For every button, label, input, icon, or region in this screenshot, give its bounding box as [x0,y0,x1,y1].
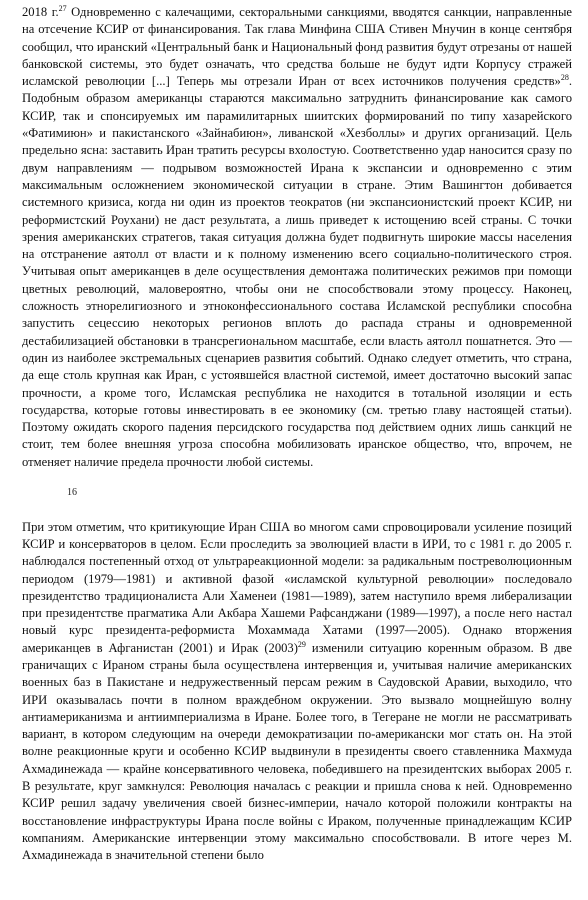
paragraph-text: . Подобным образом американцы стараются максимально затруднить финансирование как самого КСИР, так и спонсируемых им парамилитарных шиитских формирований по типу хазарейского «Фатимиюн» и пакистанского «Зайнабиюн», ливанской «Хезболлы» и других организаций. Цель предельно ясна: заставить Иран тратить ресурсы вхолостую. Соответственно удар наносится сразу по двум направлениям — подрывом возможностей Ирана к экспансии и одновременно с этим максимальным осложнением экономической ситуации в стране. Этим Вашингтон добивается системного кризиса, когда ни один из проектов теократов (ни экспансионистский проект КСИР, ни реформистский Роухани) не даст результата, а лишь приведет к истощению всей страны. С точки зрения американских стратегов, такая ситуация должна будет подвигнуть широкие массы населения на отстранение аятолл от власти и к полному изменению всего социально-политического строя. Учитывая опыт американцев в деле осуществления демонтажа политических режимов при помощи цветных революций, маловероятно, чтобы они не способствовали этому процессу. Наконец, сложность этнорелигиозного и этноконфессионального состава Исламской республики способна запустить сецессию некоторых регионов вплоть до распада страны и одновременной дестабилизацией обстановки в трансрегиональном масштабе, если власть аятолл пошатнется. Это — один из наиболее экстремальных сценариев развития событий. Однако следует отметить, что страна, да еще столь крупная как Иран, с устоявшейся властной системой, имеет достаточно высокий запас прочности, а кроме того, Исламская республика не находится в тотальной изоляции и есть государства, которые готовы инвестировать в ее экономику (см. третью главу настоящей статьи). Поэтому ожидать скорого падения персидского государства под действием одних лишь санкций не стоит, тем более внешняя угроза способна мобилизовать иранское общество, что, впрочем, не отменяет наличие предела прочности любой системы. [22,74,572,469]
document-page [22,4,572,865]
paragraph-16 [22,484,572,865]
footnote-ref[interactable]: 29 [297,639,306,649]
paragraph-15-continuation [22,4,572,471]
paragraph-text: изменили ситуацию коренным образом. В две граничащих с Ираном страны была осуществлена интервенция и, учитывая наличие американских военных баз в Пакистане и недружественный персам режим в Саудовской Аравии, выходило, что ИРИ оказывалась почти в полном враждебном окружении. Это вызвало мощнейшую волну антиамериканизма и антиимпериализма в Иране. Более того, в Тегеране не могли не рассматривать вариант, в котором следующим на очереди демократизации по-американски мог стать он. На этой волне реакционные круги и особенно КСИР выдвинули в президенты своего ставленника Махмуда Ахмадинежада — крайне консервативного человека, победившего на президентских выборах 2005 г. В результате, круг замкнулся: Революция началась с реакции и пришла снова к ней. Одновременно КСИР решил задачу увеличения своей бизнес-империи, начало которой положили контракты на восстановление инфраструктуры Ирана после войны с Ираком, полученные принадлежащим КСИР компаниям. Американские интервенции этому максимально способствовали. В итоге через М. Ахмадинежада в значительной степени было [22,640,572,863]
footnote-ref[interactable]: 28 [560,73,569,82]
paragraph-text: Одновременно с калечащими, секторальными санкциями, вводятся санкции, направленные на отсечение КСИР от финансирования. Так глава Минфина США Стивен Мнучин в конце сентября сообщил, что иранский «Центральный банк и Национальный фонд развития будут отрезаны от нашей банковской системы, это будет означать, что средства больше не будут идти Корпусу стражей исламской революции [...] Теперь мы отрезали Иран от всех источников получения средств» [22,5,572,89]
paragraph-text: 2018 г. [22,5,59,19]
paragraph-number: 16 [67,487,77,499]
paragraph-text: При этом отметим, что критикующие Иран США во многом сами спровоцировали усиление позиций КСИР и консерваторов в целом. Если проследить за эволюцией власти в ИРИ, то с 1981 г. до 2005 г. наблюдался постепенный отход от ультрареакционной модели: за радикальным постреволюционным периодом (1979—1981) и активной фазой «исламской культурной революции» последовало президентство традиционалиста Али Хаменеи (1981—1989), затем наступило время либерализации при президентстве прагматика Али Акбара Хашеми Рафсанджани (1989—1997), а после него настал новый курс президента-реформиста Мохаммада Хатами (1997—2005). Однако вторжения американцев в Афганистан (2001) и Ирак (2003) [22,519,572,655]
footnote-ref[interactable]: 27 [58,3,67,13]
